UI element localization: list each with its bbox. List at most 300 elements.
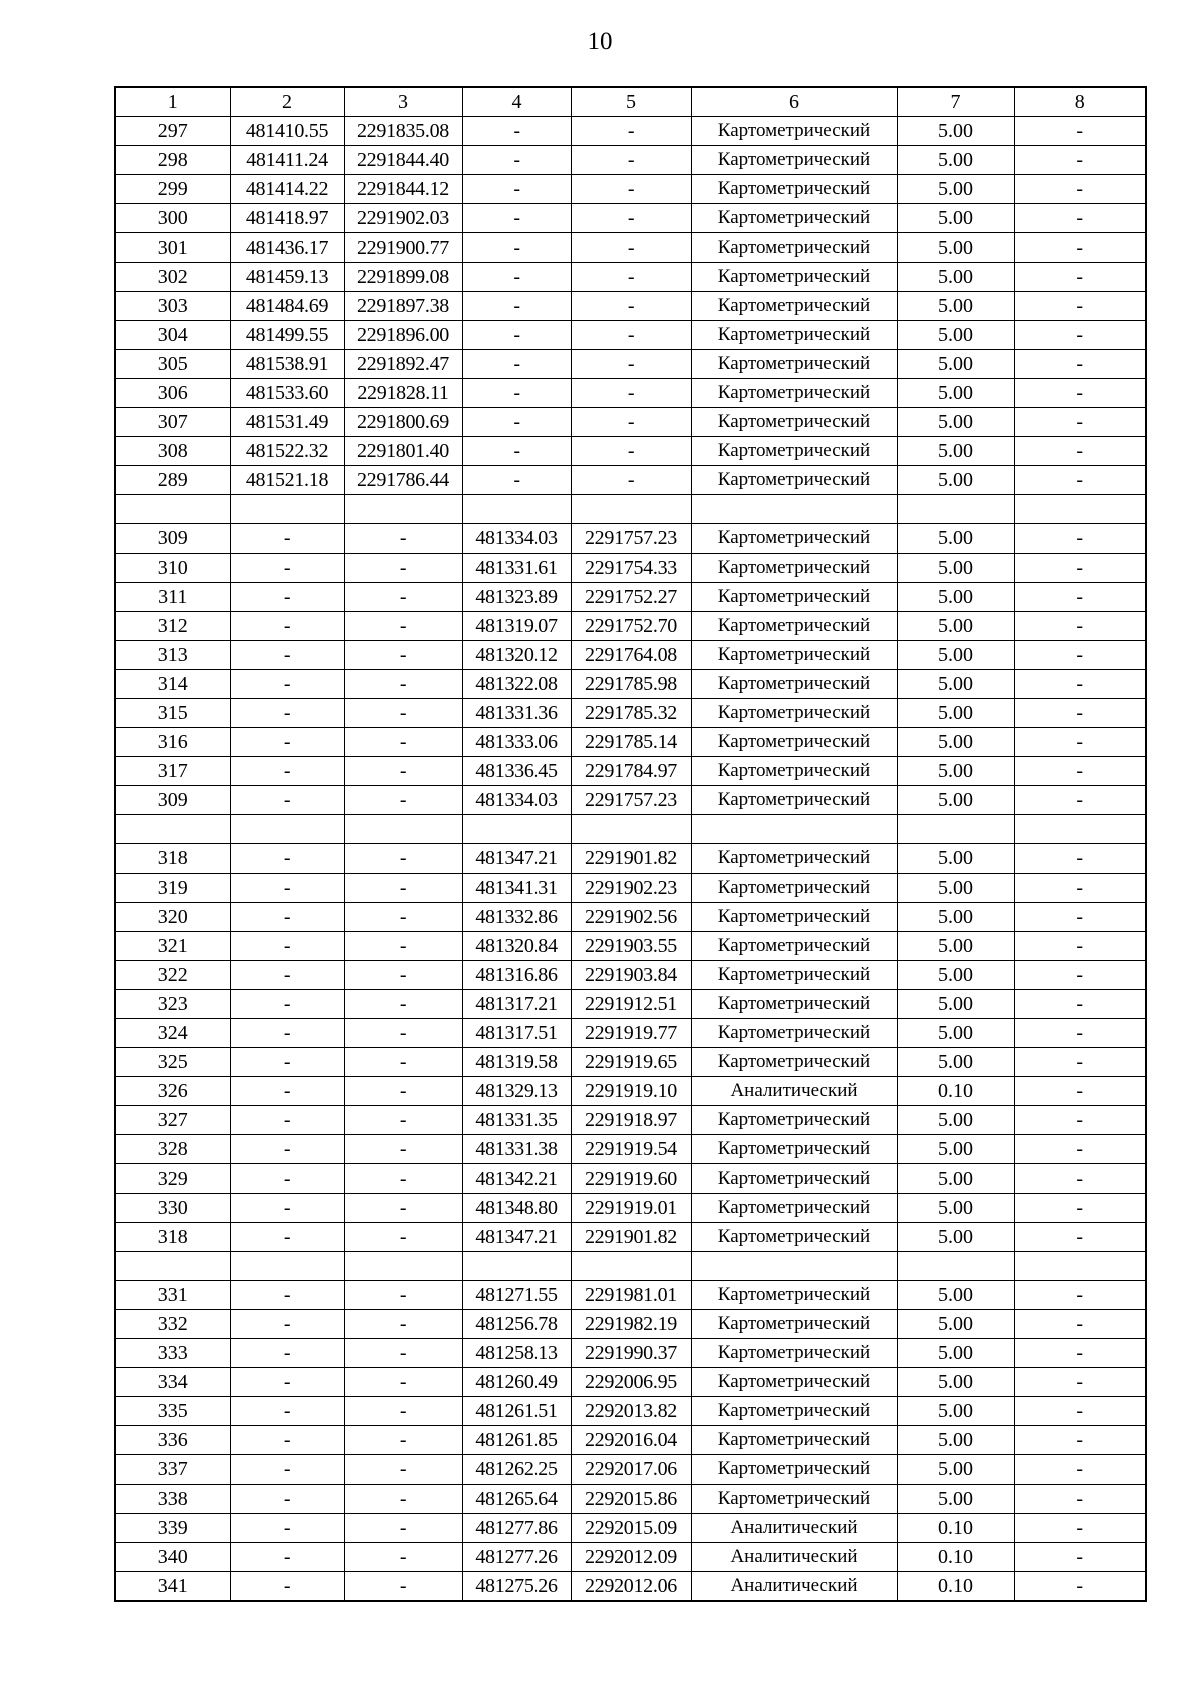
cell-y-existing: -: [344, 640, 462, 669]
cell-method: Аналитический: [691, 1077, 897, 1106]
cell-method: Картометрический: [691, 1455, 897, 1484]
cell-accuracy: 5.00: [897, 757, 1014, 786]
cell-description: -: [1014, 728, 1146, 757]
cell-point-number: 326: [115, 1077, 230, 1106]
cell-x-new: [462, 495, 571, 524]
cell-x-existing: 481418.97: [230, 204, 344, 233]
cell-y-existing: 2291900.77: [344, 233, 462, 262]
cell-point-number: 319: [115, 873, 230, 902]
table-row: [115, 1193, 1146, 1222]
cell-y-new: 2291785.98: [571, 669, 691, 698]
table-row: [115, 1455, 1146, 1484]
cell-y-existing: -: [344, 1339, 462, 1368]
cell-method: Картометрический: [691, 1222, 897, 1251]
cell-x-new: 481258.13: [462, 1339, 571, 1368]
cell-description: -: [1014, 902, 1146, 931]
cell-accuracy: 5.00: [897, 175, 1014, 204]
cell-y-new: 2291752.70: [571, 611, 691, 640]
separator-row: [115, 495, 1146, 524]
cell-x-new: 481317.21: [462, 989, 571, 1018]
cell-x-new: 481322.08: [462, 669, 571, 698]
header-row: [115, 87, 1146, 117]
cell-method: Картометрический: [691, 1019, 897, 1048]
cell-x-existing: -: [230, 1106, 344, 1135]
cell-x-new: -: [462, 320, 571, 349]
cell-description: -: [1014, 640, 1146, 669]
cell-y-new: -: [571, 408, 691, 437]
table-row: [115, 1280, 1146, 1309]
cell-method: Картометрический: [691, 1368, 897, 1397]
cell-point-number: 331: [115, 1280, 230, 1309]
cell-x-existing: 481533.60: [230, 378, 344, 407]
cell-x-existing: 481522.32: [230, 437, 344, 466]
cell-method: Картометрический: [691, 640, 897, 669]
cell-x-existing: -: [230, 1048, 344, 1077]
cell-x-existing: -: [230, 1426, 344, 1455]
cell-method: Картометрический: [691, 204, 897, 233]
cell-y-existing: -: [344, 931, 462, 960]
cell-description: -: [1014, 233, 1146, 262]
cell-x-new: -: [462, 146, 571, 175]
cell-x-new: 481334.03: [462, 524, 571, 553]
cell-x-new: -: [462, 204, 571, 233]
table-row: [115, 960, 1146, 989]
cell-x-existing: -: [230, 640, 344, 669]
cell-x-existing: -: [230, 1280, 344, 1309]
cell-y-existing: -: [344, 1048, 462, 1077]
cell-description: -: [1014, 873, 1146, 902]
cell-point-number: 309: [115, 524, 230, 553]
cell-y-existing: -: [344, 524, 462, 553]
cell-method: Картометрический: [691, 524, 897, 553]
cell-x-existing: -: [230, 728, 344, 757]
cell-description: -: [1014, 146, 1146, 175]
cell-description: -: [1014, 117, 1146, 146]
cell-y-existing: -: [344, 1571, 462, 1601]
cell-description: -: [1014, 408, 1146, 437]
cell-y-new: 2291785.32: [571, 698, 691, 727]
cell-x-new: 481341.31: [462, 873, 571, 902]
cell-description: -: [1014, 1397, 1146, 1426]
cell-accuracy: 5.00: [897, 1019, 1014, 1048]
cell-accuracy: 5.00: [897, 524, 1014, 553]
cell-y-new: [571, 815, 691, 844]
cell-y-new: 2292012.06: [571, 1571, 691, 1601]
cell-y-existing: -: [344, 1455, 462, 1484]
cell-y-existing: -: [344, 1164, 462, 1193]
cell-accuracy: 5.00: [897, 320, 1014, 349]
cell-description: -: [1014, 844, 1146, 873]
cell-x-existing: -: [230, 1164, 344, 1193]
cell-y-existing: -: [344, 1222, 462, 1251]
cell-accuracy: 5.00: [897, 698, 1014, 727]
table-row: [115, 873, 1146, 902]
cell-x-existing: -: [230, 989, 344, 1018]
cell-y-new: 2291784.97: [571, 757, 691, 786]
cell-x-new: 481348.80: [462, 1193, 571, 1222]
cell-method: Картометрический: [691, 1309, 897, 1338]
cell-description: -: [1014, 1164, 1146, 1193]
cell-point-number: 315: [115, 698, 230, 727]
cell-accuracy: 5.00: [897, 378, 1014, 407]
cell-x-existing: 481410.55: [230, 117, 344, 146]
cell-x-new: 481320.84: [462, 931, 571, 960]
cell-y-new: 2291919.10: [571, 1077, 691, 1106]
cell-description: -: [1014, 757, 1146, 786]
cell-y-existing: -: [344, 902, 462, 931]
cell-x-new: 481347.21: [462, 844, 571, 873]
cell-y-existing: [344, 815, 462, 844]
cell-accuracy: 5.00: [897, 146, 1014, 175]
cell-y-existing: -: [344, 1542, 462, 1571]
cell-x-new: -: [462, 378, 571, 407]
cell-point-number: 308: [115, 437, 230, 466]
cell-accuracy: 0.10: [897, 1513, 1014, 1542]
cell-x-new: 481261.85: [462, 1426, 571, 1455]
cell-y-new: 2292016.04: [571, 1426, 691, 1455]
cell-y-existing: 2291844.40: [344, 146, 462, 175]
cell-description: -: [1014, 989, 1146, 1018]
cell-accuracy: 5.00: [897, 1455, 1014, 1484]
cell-x-existing: -: [230, 669, 344, 698]
cell-x-existing: -: [230, 1339, 344, 1368]
cell-method: Картометрический: [691, 1426, 897, 1455]
cell-point-number: 312: [115, 611, 230, 640]
cell-method: Картометрический: [691, 262, 897, 291]
cell-y-new: -: [571, 117, 691, 146]
cell-accuracy: 5.00: [897, 204, 1014, 233]
cell-method: Картометрический: [691, 233, 897, 262]
cell-x-new: 481332.86: [462, 902, 571, 931]
table-row: [115, 1048, 1146, 1077]
cell-y-new: [571, 495, 691, 524]
cell-method: [691, 1251, 897, 1280]
cell-y-new: -: [571, 262, 691, 291]
cell-point-number: 303: [115, 291, 230, 320]
cell-accuracy: 0.10: [897, 1542, 1014, 1571]
cell-x-existing: 481531.49: [230, 408, 344, 437]
cell-description: -: [1014, 1339, 1146, 1368]
cell-y-new: 2291982.19: [571, 1309, 691, 1338]
cell-point-number: 333: [115, 1339, 230, 1368]
cell-description: -: [1014, 1193, 1146, 1222]
cell-point-number: 301: [115, 233, 230, 262]
table-row: [115, 233, 1146, 262]
cell-description: -: [1014, 524, 1146, 553]
cell-y-new: -: [571, 437, 691, 466]
cell-y-new: -: [571, 466, 691, 495]
cell-y-new: 2291903.55: [571, 931, 691, 960]
cell-x-new: -: [462, 437, 571, 466]
cell-accuracy: 5.00: [897, 960, 1014, 989]
cell-x-new: 481277.26: [462, 1542, 571, 1571]
cell-x-existing: 481484.69: [230, 291, 344, 320]
cell-method: Картометрический: [691, 1280, 897, 1309]
cell-y-existing: 2291800.69: [344, 408, 462, 437]
cell-x-new: 481316.86: [462, 960, 571, 989]
cell-x-existing: -: [230, 1309, 344, 1338]
cell-y-existing: 2291896.00: [344, 320, 462, 349]
cell-y-existing: -: [344, 757, 462, 786]
cell-point-number: 307: [115, 408, 230, 437]
cell-x-existing: -: [230, 553, 344, 582]
cell-x-new: 481334.03: [462, 786, 571, 815]
table-row: [115, 1513, 1146, 1542]
cell-accuracy: 5.00: [897, 844, 1014, 873]
cell-y-new: 2292012.09: [571, 1542, 691, 1571]
cell-x-existing: [230, 495, 344, 524]
cell-point-number: 311: [115, 582, 230, 611]
cell-y-existing: -: [344, 989, 462, 1018]
cell-description: -: [1014, 960, 1146, 989]
cell-x-existing: -: [230, 844, 344, 873]
table-row: [115, 757, 1146, 786]
cell-y-existing: -: [344, 1019, 462, 1048]
cell-y-existing: 2291828.11: [344, 378, 462, 407]
cell-y-existing: 2291892.47: [344, 349, 462, 378]
cell-accuracy: 5.00: [897, 291, 1014, 320]
cell-method: Картометрический: [691, 728, 897, 757]
cell-x-existing: -: [230, 1368, 344, 1397]
coordinates-table: [114, 86, 1147, 1602]
cell-method: Картометрический: [691, 466, 897, 495]
cell-point-number: 318: [115, 1222, 230, 1251]
cell-method: [691, 815, 897, 844]
cell-y-existing: -: [344, 553, 462, 582]
table-row: [115, 669, 1146, 698]
cell-x-existing: -: [230, 524, 344, 553]
cell-x-existing: [230, 815, 344, 844]
table-row: [115, 466, 1146, 495]
cell-accuracy: 5.00: [897, 1339, 1014, 1368]
cell-x-existing: -: [230, 1222, 344, 1251]
cell-description: -: [1014, 1106, 1146, 1135]
cell-x-existing: 481436.17: [230, 233, 344, 262]
cell-y-new: -: [571, 146, 691, 175]
cell-x-existing: 481411.24: [230, 146, 344, 175]
cell-accuracy: 5.00: [897, 1106, 1014, 1135]
cell-point-number: 324: [115, 1019, 230, 1048]
cell-accuracy: 5.00: [897, 1280, 1014, 1309]
cell-y-existing: -: [344, 1309, 462, 1338]
column-header-2: 2: [230, 87, 344, 117]
column-header-3: 3: [344, 87, 462, 117]
table-row: [115, 175, 1146, 204]
cell-description: [1014, 495, 1146, 524]
cell-accuracy: 5.00: [897, 466, 1014, 495]
cell-accuracy: 5.00: [897, 437, 1014, 466]
cell-x-existing: -: [230, 611, 344, 640]
cell-x-new: -: [462, 291, 571, 320]
table-row: [115, 582, 1146, 611]
cell-description: -: [1014, 1019, 1146, 1048]
cell-method: Картометрический: [691, 582, 897, 611]
cell-description: -: [1014, 204, 1146, 233]
cell-point-number: 300: [115, 204, 230, 233]
cell-point-number: 335: [115, 1397, 230, 1426]
table-row: [115, 291, 1146, 320]
cell-y-existing: -: [344, 1280, 462, 1309]
cell-x-new: [462, 1251, 571, 1280]
cell-x-new: 481336.45: [462, 757, 571, 786]
cell-y-existing: 2291801.40: [344, 437, 462, 466]
cell-method: Аналитический: [691, 1542, 897, 1571]
table-row: [115, 786, 1146, 815]
cell-point-number: 320: [115, 902, 230, 931]
cell-y-existing: 2291786.44: [344, 466, 462, 495]
cell-point-number: [115, 495, 230, 524]
cell-y-existing: 2291835.08: [344, 117, 462, 146]
column-header-5: 5: [571, 87, 691, 117]
table-row: [115, 1135, 1146, 1164]
cell-x-new: 481331.36: [462, 698, 571, 727]
cell-y-existing: -: [344, 698, 462, 727]
table-row: [115, 640, 1146, 669]
cell-x-existing: -: [230, 1513, 344, 1542]
cell-x-existing: -: [230, 1077, 344, 1106]
table-row: [115, 1426, 1146, 1455]
cell-method: Картометрический: [691, 960, 897, 989]
cell-x-existing: -: [230, 1484, 344, 1513]
cell-accuracy: 5.00: [897, 1164, 1014, 1193]
cell-y-new: -: [571, 320, 691, 349]
cell-description: -: [1014, 262, 1146, 291]
cell-y-existing: -: [344, 873, 462, 902]
cell-x-new: 481277.86: [462, 1513, 571, 1542]
cell-accuracy: 5.00: [897, 640, 1014, 669]
cell-accuracy: 5.00: [897, 117, 1014, 146]
cell-description: -: [1014, 582, 1146, 611]
cell-accuracy: 5.00: [897, 1193, 1014, 1222]
cell-point-number: 310: [115, 553, 230, 582]
cell-y-new: 2292013.82: [571, 1397, 691, 1426]
cell-description: -: [1014, 466, 1146, 495]
table-row: [115, 931, 1146, 960]
cell-x-existing: -: [230, 1193, 344, 1222]
table-row: [115, 117, 1146, 146]
cell-point-number: 314: [115, 669, 230, 698]
cell-point-number: 328: [115, 1135, 230, 1164]
cell-point-number: 316: [115, 728, 230, 757]
cell-method: Картометрический: [691, 757, 897, 786]
cell-x-new: 481271.55: [462, 1280, 571, 1309]
cell-y-existing: 2291902.03: [344, 204, 462, 233]
cell-description: -: [1014, 1222, 1146, 1251]
cell-point-number: 334: [115, 1368, 230, 1397]
cell-y-new: -: [571, 233, 691, 262]
cell-method: Картометрический: [691, 873, 897, 902]
cell-description: -: [1014, 1048, 1146, 1077]
cell-x-new: 481261.51: [462, 1397, 571, 1426]
cell-method: Картометрический: [691, 1339, 897, 1368]
cell-point-number: 299: [115, 175, 230, 204]
cell-accuracy: 5.00: [897, 989, 1014, 1018]
cell-accuracy: 5.00: [897, 669, 1014, 698]
cell-method: Картометрический: [691, 1048, 897, 1077]
page-number: 10: [587, 28, 613, 55]
cell-description: [1014, 815, 1146, 844]
cell-y-new: 2291754.33: [571, 553, 691, 582]
cell-y-new: 2291757.23: [571, 786, 691, 815]
cell-y-new: 2292015.09: [571, 1513, 691, 1542]
cell-point-number: 297: [115, 117, 230, 146]
cell-method: Картометрический: [691, 611, 897, 640]
cell-y-existing: -: [344, 611, 462, 640]
cell-method: Картометрический: [691, 320, 897, 349]
cell-accuracy: 5.00: [897, 931, 1014, 960]
cell-method: Картометрический: [691, 786, 897, 815]
table-row: [115, 611, 1146, 640]
cell-y-existing: -: [344, 582, 462, 611]
cell-description: -: [1014, 291, 1146, 320]
cell-description: -: [1014, 553, 1146, 582]
cell-accuracy: [897, 495, 1014, 524]
table-row: [115, 378, 1146, 407]
table-row: [115, 1368, 1146, 1397]
cell-point-number: 340: [115, 1542, 230, 1571]
cell-method: Картометрический: [691, 1397, 897, 1426]
table-row: [115, 437, 1146, 466]
cell-accuracy: 5.00: [897, 786, 1014, 815]
cell-accuracy: 5.00: [897, 408, 1014, 437]
cell-y-new: 2291902.56: [571, 902, 691, 931]
cell-x-new: -: [462, 175, 571, 204]
cell-method: Картометрический: [691, 1193, 897, 1222]
cell-y-existing: -: [344, 1484, 462, 1513]
cell-x-new: 481317.51: [462, 1019, 571, 1048]
cell-accuracy: 5.00: [897, 1397, 1014, 1426]
cell-accuracy: 5.00: [897, 1426, 1014, 1455]
table-row: [115, 146, 1146, 175]
column-header-1: 1: [115, 87, 230, 117]
cell-y-existing: -: [344, 844, 462, 873]
cell-x-existing: -: [230, 1571, 344, 1601]
table-row: [115, 1019, 1146, 1048]
cell-x-existing: 481459.13: [230, 262, 344, 291]
table-row: [115, 204, 1146, 233]
cell-y-new: 2291901.82: [571, 1222, 691, 1251]
cell-method: Картометрический: [691, 291, 897, 320]
cell-method: Картометрический: [691, 349, 897, 378]
cell-y-existing: -: [344, 786, 462, 815]
column-header-8: 8: [1014, 87, 1146, 117]
cell-description: -: [1014, 1571, 1146, 1601]
cell-y-new: 2291757.23: [571, 524, 691, 553]
cell-point-number: 341: [115, 1571, 230, 1601]
cell-accuracy: [897, 815, 1014, 844]
cell-method: Картометрический: [691, 931, 897, 960]
cell-method: Аналитический: [691, 1513, 897, 1542]
table-row: [115, 553, 1146, 582]
cell-method: Картометрический: [691, 1106, 897, 1135]
cell-method: Картометрический: [691, 902, 897, 931]
cell-method: Картометрический: [691, 553, 897, 582]
cell-method: Картометрический: [691, 1164, 897, 1193]
cell-x-existing: -: [230, 1542, 344, 1571]
cell-y-new: [571, 1251, 691, 1280]
cell-y-existing: -: [344, 1368, 462, 1397]
cell-y-existing: [344, 495, 462, 524]
cell-point-number: 339: [115, 1513, 230, 1542]
cell-y-existing: -: [344, 728, 462, 757]
cell-y-new: 2291903.84: [571, 960, 691, 989]
cell-x-existing: -: [230, 1019, 344, 1048]
cell-method: Картометрический: [691, 844, 897, 873]
cell-x-existing: -: [230, 1397, 344, 1426]
cell-y-new: 2291785.14: [571, 728, 691, 757]
cell-accuracy: 5.00: [897, 349, 1014, 378]
table-row: [115, 1309, 1146, 1338]
